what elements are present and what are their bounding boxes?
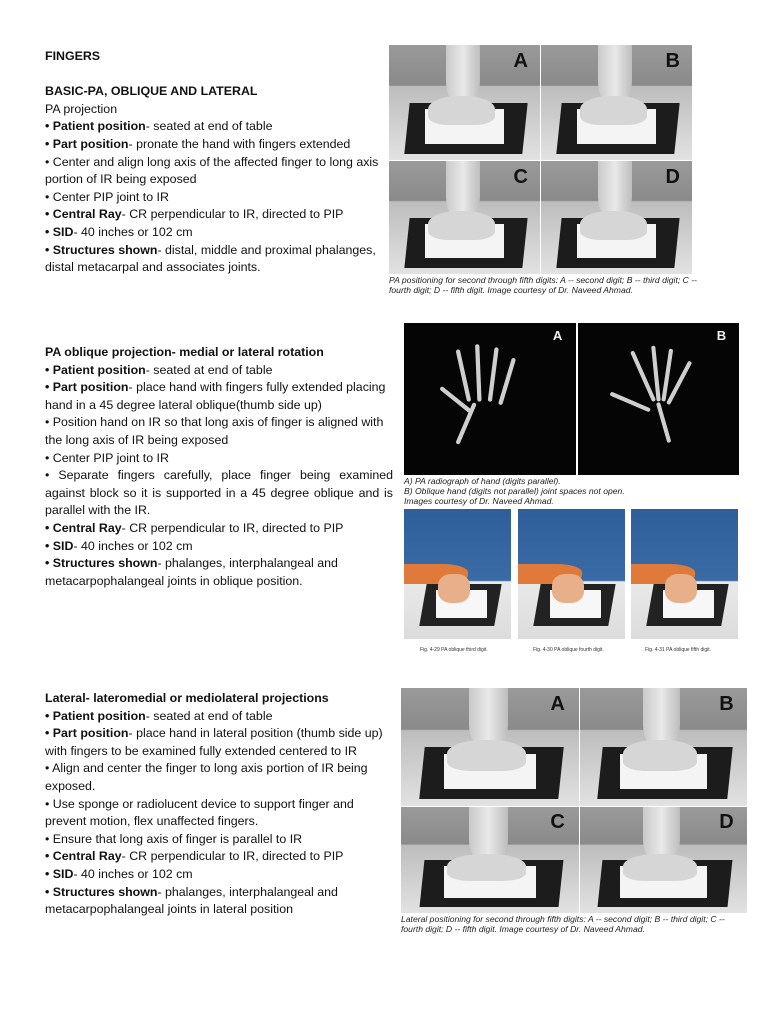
list-item: • Part position- place hand in lateral position (thumb side up) with fingers to be examined fully extended centered to IR — [45, 726, 383, 758]
section1-text — [45, 48, 393, 277]
lateral-caption: Lateral positioning for second through fifth digits: A -- second digit; B -- third digit; C -- fourth digit; D -- fifth digit. Image courtesy of Dr. Naveed Ahmad. — [401, 914, 725, 934]
photo-label: B — [719, 692, 734, 715]
photo-label: A — [513, 49, 528, 72]
list-item: • Patient position- seated at end of table — [45, 362, 273, 377]
photo-label: C — [513, 165, 528, 188]
section1-subtitle: BASIC-PA, OBLIQUE AND LATERAL — [45, 84, 258, 99]
list-item: • Central Ray- CR perpendicular to IR, directed to PIP — [45, 520, 344, 535]
figure-caption: Fig. 4-31 PA oblique fifth digit. — [645, 647, 712, 653]
list-item: • Structures shown- distal, middle and proximal phalanges, distal metacarpal and associates joints. — [45, 242, 376, 275]
oblique-photo-third — [404, 509, 511, 639]
list-item: • Part position- place hand with fingers fully extended placing hand in a 45 degree lateral oblique(thumb side up) — [45, 380, 386, 412]
lateral-photo-b — [580, 688, 747, 806]
list-item: • Patient position- seated at end of table — [45, 708, 273, 723]
lateral-photo-a — [401, 688, 579, 806]
list-item: • Central Ray- CR perpendicular to IR, directed to PIP — [45, 849, 344, 864]
page-title: FINGERS — [45, 49, 101, 63]
xray-pa-hand — [404, 323, 576, 475]
photo-label: D — [665, 165, 680, 188]
oblique-photo-fourth — [518, 509, 625, 639]
list-item: • Patient position- seated at end of table — [45, 119, 273, 134]
pa-photo-b — [541, 45, 692, 160]
section2-heading: PA oblique projection- medial or lateral rotation — [45, 345, 324, 359]
xray-caption: A) PA radiograph of hand (digits parallel). B) Oblique hand (digits not parallel) joint spaces not open. Images courtesy of Dr. Naveed Ahmad. — [404, 476, 625, 506]
section3-heading: Lateral- lateromedial or mediolateral projections — [45, 691, 329, 705]
lateral-photo-c — [401, 807, 579, 913]
figure-caption: Fig. 4-30 PA oblique fourth digit. — [533, 647, 604, 653]
photo-label: D — [719, 811, 734, 834]
section1-projection: PA projection — [45, 101, 118, 116]
list-item: • Separate fingers carefully, place finger being examined against block so it is supported in a 45 degree oblique and is parallel with the IR. — [45, 468, 393, 518]
hand-bones-icon — [435, 341, 545, 447]
list-item: • SID- 40 inches or 102 cm — [45, 224, 193, 239]
list-item: • Use sponge or radiolucent device to support finger and prevent motion, flex unaffected fingers. — [45, 796, 354, 829]
list-item: • Central Ray- CR perpendicular to IR, directed to PIP — [45, 207, 344, 222]
list-item: • Center PIP joint to IR — [45, 450, 169, 465]
list-item: • Structures shown- phalanges, interphalangeal and metacarpophalangeal joints in oblique position. — [45, 556, 338, 588]
list-item: • Center and align long axis of the affected finger to long axis portion of IR being exposed — [45, 154, 379, 187]
pa-caption: PA positioning for second through fifth digits: A -- second digit; B -- third digit; C -- fourth digit; D -- fifth digit. Image courtesy of Dr. Naveed Ahmad. — [389, 275, 697, 295]
list-item: • Ensure that long axis of finger is parallel to IR — [45, 831, 303, 846]
list-item: • Position hand on IR so that long axis of finger is aligned with the long axis of IR being exposed — [45, 415, 384, 447]
list-item: • SID- 40 inches or 102 cm — [45, 538, 193, 553]
lateral-photo-d — [580, 807, 747, 913]
list-item: • Part position- pronate the hand with fingers extended — [45, 136, 351, 151]
xray-label: B — [716, 327, 727, 343]
pa-photo-d — [541, 161, 692, 274]
xray-label: A — [552, 327, 563, 343]
list-item: • SID- 40 inches or 102 cm — [45, 866, 193, 881]
hand-bones-icon — [607, 341, 710, 447]
list-item: • Structures shown- phalanges, interphalangeal and metacarpophalangeal joints in lateral position — [45, 884, 338, 917]
pa-photo-c — [389, 161, 540, 274]
list-item: • Align and center the finger to long axis portion of IR being exposed. — [45, 761, 368, 793]
photo-label: A — [550, 692, 565, 715]
section3-text — [45, 690, 393, 919]
photo-label: C — [550, 811, 565, 834]
pa-photo-a — [389, 45, 540, 160]
section2-text — [45, 344, 393, 590]
list-item: • Center PIP joint to IR — [45, 189, 169, 204]
figure-caption: Fig. 4-29 PA oblique third digit. — [420, 647, 488, 653]
photo-label: B — [665, 49, 680, 72]
oblique-photo-fifth — [631, 509, 738, 639]
xray-oblique-hand — [578, 323, 739, 475]
